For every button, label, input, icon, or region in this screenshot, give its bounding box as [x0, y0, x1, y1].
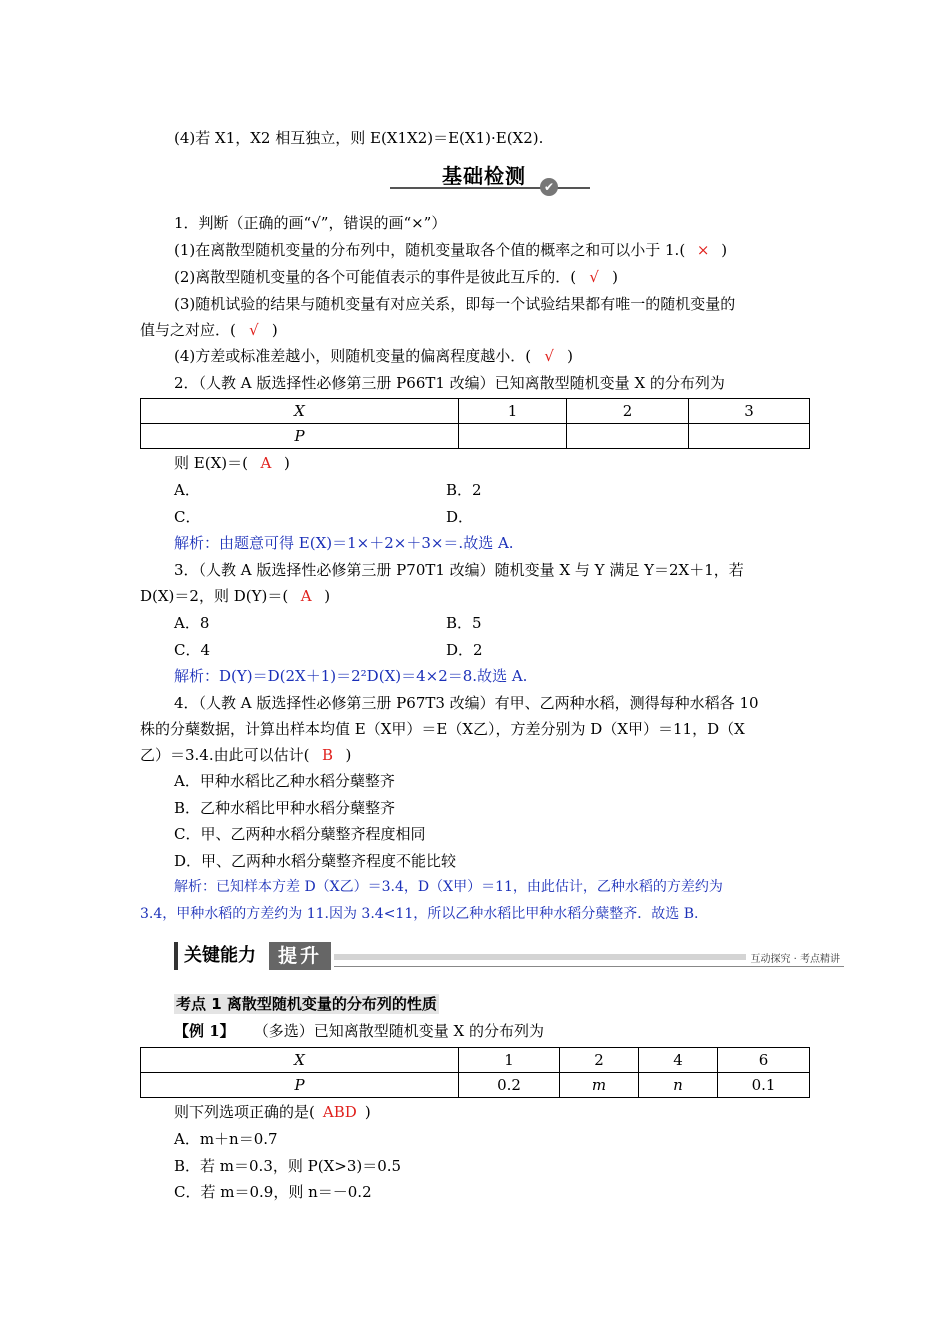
- q4-stem-c: 乙）＝3.4.由此可以估计( B ): [140, 746, 352, 764]
- table-cell: [689, 424, 810, 449]
- answer-mark: √: [544, 347, 554, 365]
- q3-stem-a: 3．（人教 A 版选择性必修第三册 P70T1 改编）随机变量 X 与 Y 满足 Y＝2X＋1，若: [174, 561, 744, 579]
- section-title: 基础检测: [442, 164, 526, 188]
- table-cell: P: [141, 1073, 459, 1098]
- table-cell: X: [141, 1048, 459, 1073]
- answer-mark: A: [260, 454, 272, 472]
- table-row: [141, 1073, 810, 1098]
- banner-baseline: [334, 966, 844, 967]
- q4-option-b: B．乙种水稻比甲种水稻分蘖整齐: [174, 799, 396, 817]
- answer-mark: A: [300, 587, 312, 605]
- banner-tag: 互动探究 · 考点精讲: [746, 950, 844, 965]
- table-row: [141, 1048, 810, 1073]
- table-cell: 0.1: [718, 1073, 810, 1098]
- q4-option-c: C．甲、乙两种水稻分蘖整齐程度相同: [174, 825, 426, 843]
- q4-option-d: D．甲、乙两种水稻分蘖整齐程度不能比较: [174, 852, 457, 870]
- table-row: [141, 399, 810, 424]
- q1-statement-4: (4)方差或标准差越小，则随机变量的偏离程度越小．( √ ): [174, 347, 573, 365]
- q3-solution: 解析：D(Y)＝D(2X＋1)＝2²D(X)＝4×2＝8.故选 A.: [174, 667, 528, 685]
- q3-stem-b: D(X)＝2，则 D(Y)＝( A ): [140, 587, 331, 605]
- table-cell: X: [141, 399, 459, 424]
- table-cell: n: [639, 1073, 718, 1098]
- q4-stem-b: 株的分蘖数据，计算出样本均值 E（X甲）＝E（X乙），方差分别为 D（X甲）＝11，D（X: [140, 720, 745, 738]
- q2-option-b: B．2: [446, 481, 482, 499]
- table-cell: 1: [459, 1048, 560, 1073]
- answer-mark: ×: [696, 241, 710, 259]
- example-1-option-a: A．m＋n＝0.7: [174, 1130, 278, 1148]
- table-cell: 4: [639, 1048, 718, 1073]
- q1-statement-3a: (3)随机试验的结果与随机变量有对应关系，即每一个试验结果都有唯一的随机变量的: [174, 295, 736, 313]
- intro-item-4: (4)若 X1，X2 相互独立，则 E(X1X2)＝E(X1)·E(X2).: [174, 129, 544, 147]
- table-cell: 0.2: [459, 1073, 560, 1098]
- q1-stem: 1．判断（正确的画“√”，错误的画“×”）: [174, 214, 447, 232]
- check-badge-icon: ✔: [540, 178, 558, 196]
- q1-statement-2: (2)离散型随机变量的各个可能值表示的事件是彼此互斥的．( √ ): [174, 268, 618, 286]
- table-cell: 6: [718, 1048, 810, 1073]
- q4-option-a: A．甲种水稻比乙种水稻分蘖整齐: [174, 772, 395, 790]
- table-cell: P: [141, 424, 459, 449]
- table-row: [141, 424, 810, 449]
- q1-statement-1: (1)在离散型随机变量的分布列中，随机变量取各个值的概率之和可以小于 1.( × ): [174, 241, 728, 259]
- table-cell: [459, 424, 567, 449]
- table-cell: 2: [567, 399, 689, 424]
- q3-option-c: C．4: [174, 641, 211, 659]
- table-cell: 3: [689, 399, 810, 424]
- example-1-stem: 【例 1】 （多选）已知离散型随机变量 X 的分布列为: [174, 1022, 544, 1040]
- example-1-ask: 则下列选项正确的是( ABD ): [174, 1103, 371, 1121]
- answer-mark: ABD: [322, 1103, 357, 1121]
- q2-option-d: D．: [446, 508, 474, 526]
- section-banner-key-ability: [174, 940, 844, 972]
- q2-distribution-table: [140, 398, 810, 449]
- q2-option-c: C．: [174, 508, 201, 526]
- answer-mark: B: [321, 746, 333, 764]
- q4-solution-a: 解析：已知样本方差 D（X乙）＝3.4，D（X甲）＝11，由此估计，乙种水稻的方差约为: [174, 879, 723, 895]
- answer-mark: √: [589, 268, 599, 286]
- q2-solution: 解析：由题意可得 E(X)＝1×＋2×＋3×＝.故选 A.: [174, 534, 514, 552]
- table-cell: m: [560, 1073, 639, 1098]
- q3-option-b: B．5: [446, 614, 482, 632]
- section-banner-basic-check: [390, 160, 590, 194]
- banner-title: 关键能力: [174, 942, 262, 970]
- knowledge-point-heading: 考点 1 离散型随机变量的分布列的性质: [176, 995, 437, 1013]
- table-cell: [567, 424, 689, 449]
- q4-solution-b: 3.4，甲种水稻的方差约为 11.因为 3.4<11，所以乙种水稻比甲种水稻分蘖整齐．故选 B.: [140, 906, 699, 922]
- q4-stem-a: 4．（人教 A 版选择性必修第三册 P67T3 改编）有甲、乙两种水稻，测得每种水稻各 10: [174, 694, 759, 712]
- q3-option-d: D．2: [446, 641, 483, 659]
- q2-stem: 2．（人教 A 版选择性必修第三册 P66T1 改编）已知离散型随机变量 X 的分布列为: [174, 374, 725, 392]
- table-cell: 2: [560, 1048, 639, 1073]
- example-1-option-b: B．若 m＝0.3，则 P(X>3)＝0.5: [174, 1157, 402, 1175]
- q2-option-a: A．: [174, 481, 200, 499]
- q2-ask: 则 E(X)＝( A ): [174, 454, 290, 472]
- example-1-distribution-table: [140, 1047, 810, 1098]
- answer-mark: √: [249, 321, 259, 339]
- q3-option-a: A．8: [174, 614, 210, 632]
- example-1-option-c: C．若 m＝0.9，则 n＝－0.2: [174, 1183, 372, 1201]
- table-cell: 1: [459, 399, 567, 424]
- q1-statement-3b: 值与之对应．( √ ): [140, 321, 278, 339]
- banner-badge: 提升: [269, 942, 331, 970]
